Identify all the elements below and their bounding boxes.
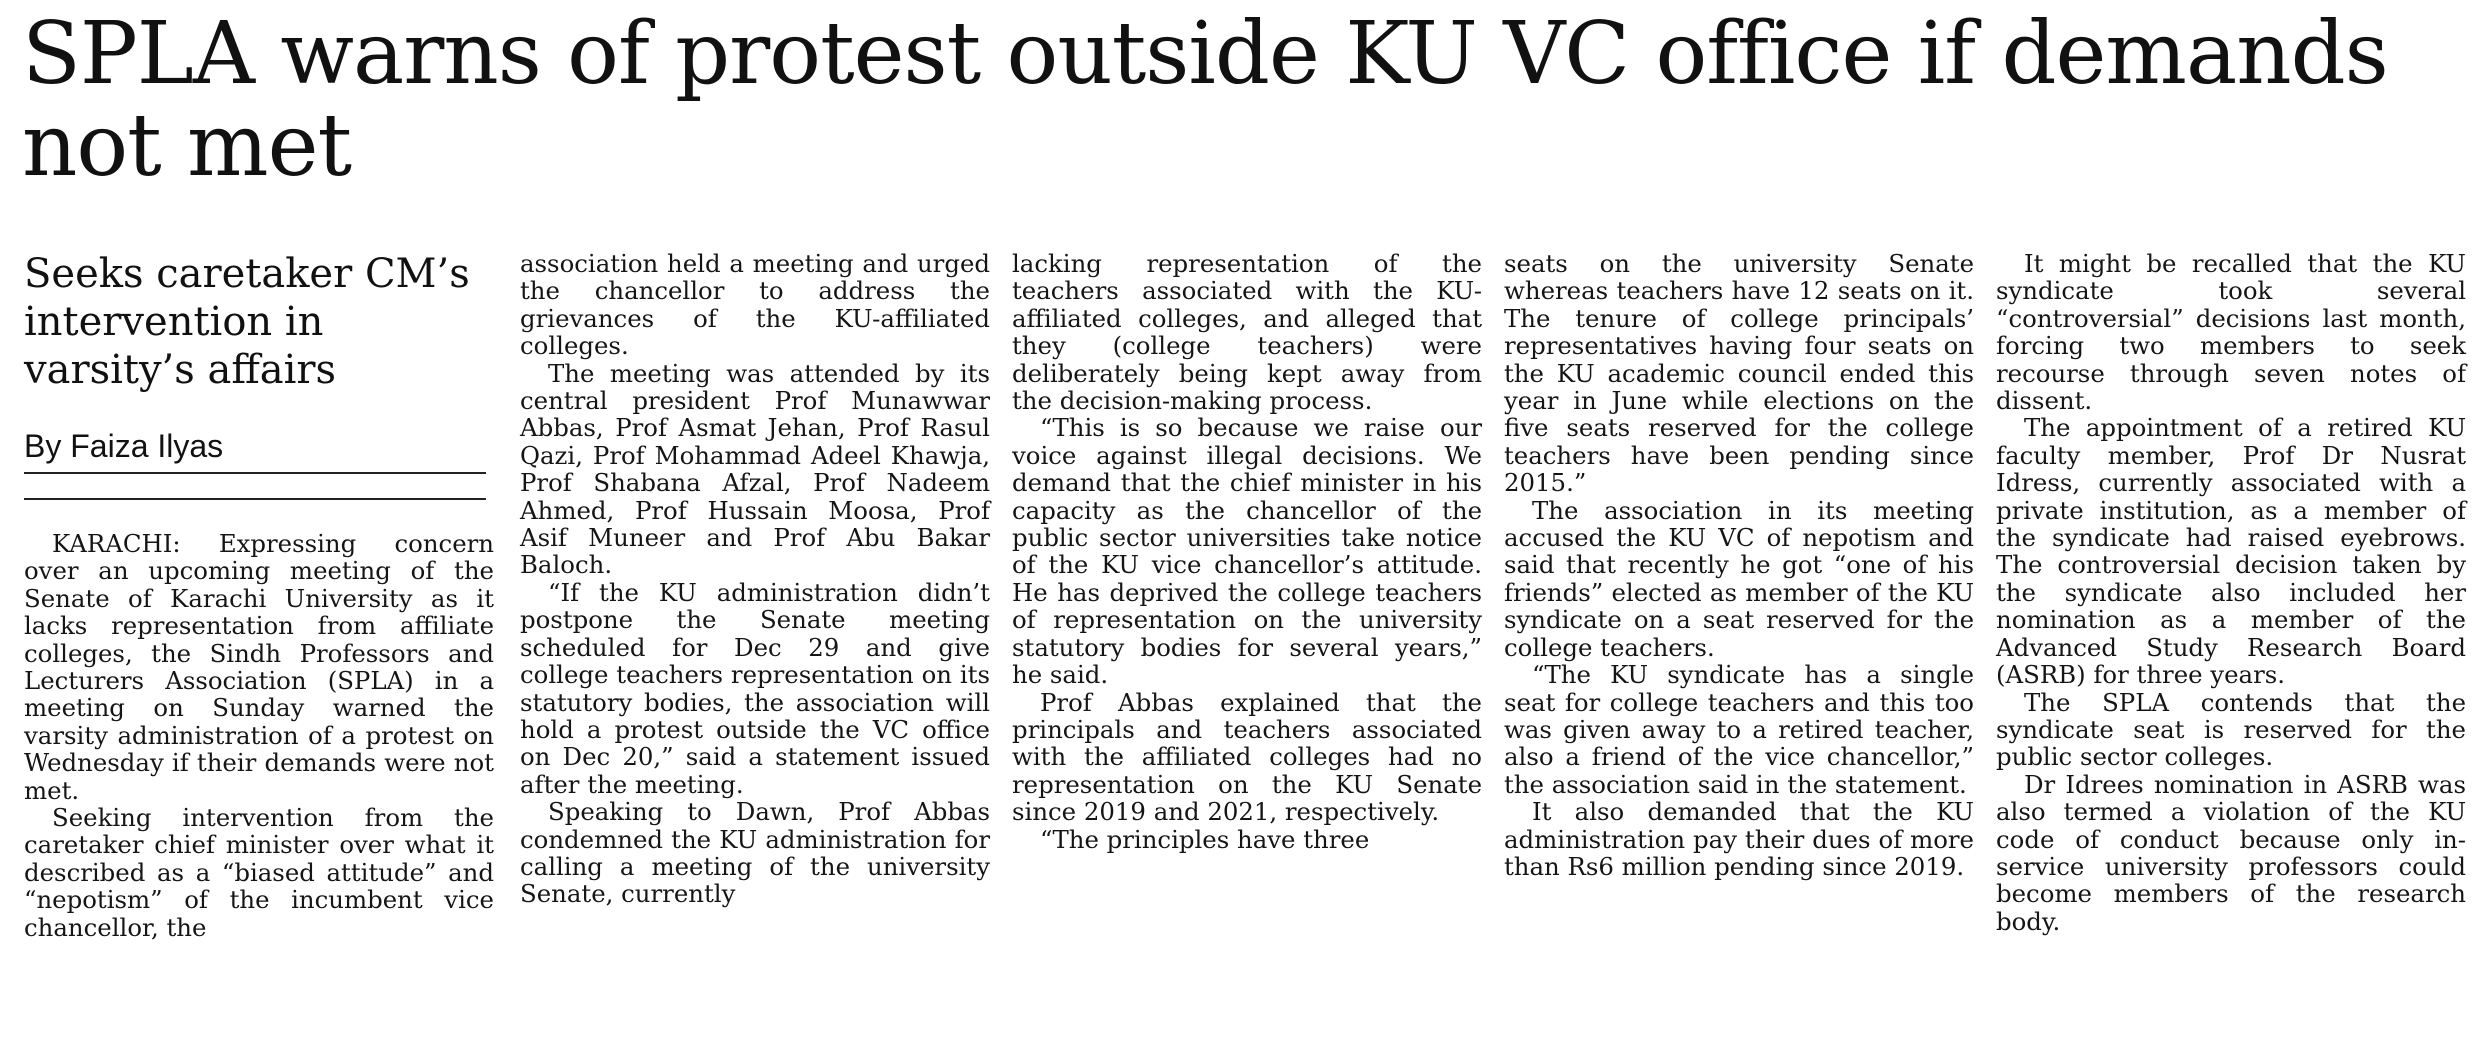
article-column-1 (24, 530, 494, 1045)
paragraph: KARACHI: Expressing concern over an upcoming meeting of the Senate of Karachi University as it lacks representation from affiliate colleges, the Sindh Professors and Lecturers Association (SPLA) in a meeting on Sunday warned the varsity administration of a protest on Wednesday if their demands were not met. (24, 529, 494, 805)
paragraph: “This is so because we raise our voice against illegal decisions. We demand that the chief minister in his capacity as the chancellor of the public sector universities take notice of the KU vice chancellor’s attitude. He has deprived the college teachers of representation on the university statutory bodies for several years,” he said. (1012, 413, 1482, 690)
paragraph: The SPLA contends that the syndicate seat is reserved for the public sector colleges. (1996, 687, 2466, 772)
paragraph: Speaking to Dawn, Prof Abbas condemned the KU administration for calling a meeting of the university Senate, currently (520, 797, 990, 909)
paragraph: It might be recalled that the KU syndicate took several “controversial” decisions last month, forcing two members to seek recourse through seven notes of dissent. (1996, 249, 2466, 416)
byline-rule-top (24, 472, 486, 474)
article-column-5 (1996, 250, 2466, 935)
paragraph: Prof Abbas explained that the principals and teachers associated with the affiliated colleges had no representation on the KU Senate since 2019 and 2021, respectively. (1012, 687, 1482, 827)
paragraph: “The KU syndicate has a single seat for college teachers and this too was given away to a retired teacher, also a friend of the vice chancellor,” the association said in the statement. (1504, 660, 1974, 799)
headline: SPLA warns of protest outside KU VC office if demands not met (22, 4, 2388, 196)
byline: By Faiza Ilyas (24, 428, 224, 464)
subheadline: Seeks caretaker CM’s intervention in varsity’s affairs (24, 251, 470, 393)
byline-rule-bottom (24, 498, 486, 500)
paragraph: association held a meeting and urged the chancellor to address the grievances of the KU-affiliated colleges. (520, 249, 990, 361)
paragraph: The appointment of a retired KU faculty member, Prof Dr Nusrat Idress, currently associated with a private institution, as a member of the syndicate had raised eyebrows. The controversial decision taken by the syndicate also included her nomination as a member of the Advanced Study Research Board (ASRB) for three years. (1996, 413, 2466, 690)
paragraph: The meeting was attended by its central president Prof Munawwar Abbas, Prof Asmat Jehan, Prof Rasul Qazi, Prof Mohammad Adeel Khawja, Prof Shabana Afzal, Prof Nadeem Ahmed, Prof Hussain Moosa, Prof Asif Muneer and Prof Abu Bakar Baloch. (520, 358, 990, 580)
paragraph: Seeking intervention from the caretaker chief minister over what it described as a “biased attitude” and “nepotism” of the incumbent vice chancellor, the (24, 803, 494, 942)
paragraph: “If the KU administration didn’t postpone the Senate meeting scheduled for Dec 29 and give college teachers representation on its statutory bodies, the association will hold a protest outside the VC office on Dec 20,” said a statement issued after the meeting. (520, 577, 990, 799)
paragraph: “The principles have three (1040, 824, 1370, 854)
paragraph: The association in its meeting accused the KU VC of nepotism and said that recently he got “one of his friends” elected as member of the KU syndicate on a seat reserved for the college teachers. (1504, 495, 1974, 662)
paragraph: lacking representation of the teachers associated with the KU-affiliated colleges, and alleged that they (college teachers) were deliberately being kept away from the decision-making process. (1012, 249, 1482, 416)
paragraph: Dr Idrees nomination in ASRB was also termed a violation of the KU code of conduct because only in-service university professors could become members of the research body. (1996, 769, 2466, 936)
article-column-2 (520, 250, 990, 908)
article-column-4 (1504, 250, 1974, 880)
paragraph: It also demanded that the KU administration pay their dues of more than Rs6 million pending since 2019. (1504, 797, 1974, 881)
paragraph: seats on the university Senate whereas teachers have 12 seats on it. The tenure of college principals’ representatives having four seats on the KU academic council ended this year in June while elections on the five seats reserved for the college teachers have been pending since 2015.” (1504, 249, 1974, 498)
article-column-3 (1012, 250, 1482, 853)
